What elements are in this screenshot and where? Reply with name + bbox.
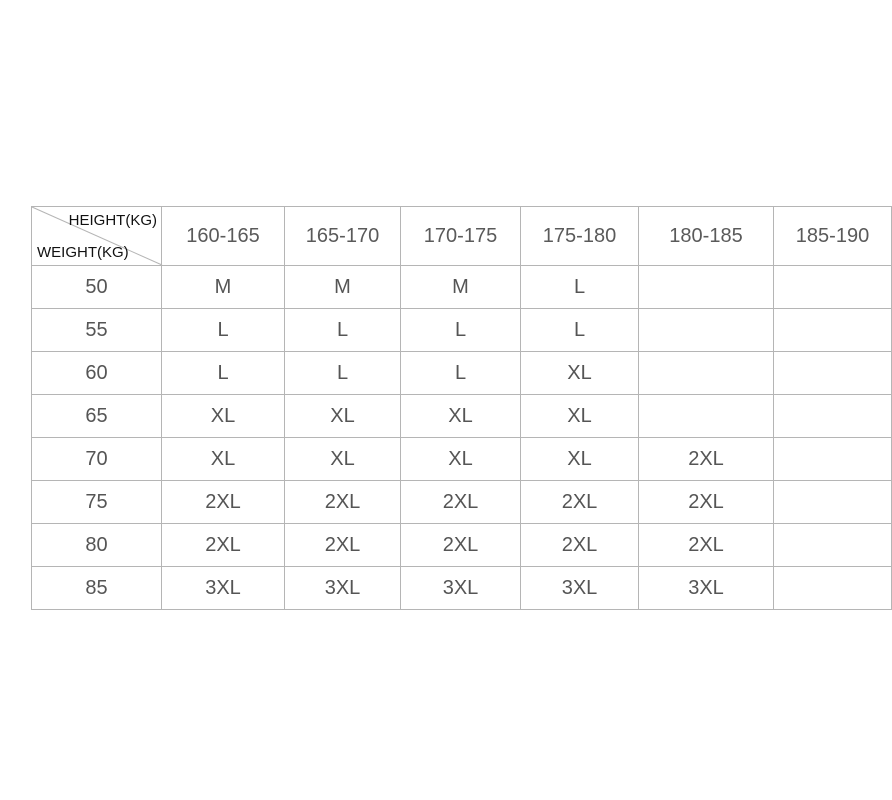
size-cell: 3XL xyxy=(162,567,285,610)
size-cell: M xyxy=(285,266,401,309)
size-cell: XL xyxy=(521,352,639,395)
size-cell: 3XL xyxy=(639,567,774,610)
size-cell: L xyxy=(285,309,401,352)
table-row xyxy=(32,481,892,524)
table-row xyxy=(32,567,892,610)
size-cell: XL xyxy=(285,438,401,481)
weight-axis-label: WEIGHT(KG) xyxy=(37,244,129,261)
size-cell: M xyxy=(401,266,521,309)
weight-cell: 75 xyxy=(32,481,162,524)
size-cell: 2XL xyxy=(285,524,401,567)
size-cell: XL xyxy=(162,395,285,438)
size-cell: 2XL xyxy=(639,524,774,567)
weight-cell: 65 xyxy=(32,395,162,438)
weight-cell: 50 xyxy=(32,266,162,309)
table-row xyxy=(32,266,892,309)
column-header: 165-170 xyxy=(285,207,401,266)
size-cell xyxy=(639,395,774,438)
size-cell: XL xyxy=(162,438,285,481)
column-header: 185-190 xyxy=(774,207,892,266)
height-axis-label: HEIGHT(KG) xyxy=(68,212,157,229)
size-cell: 2XL xyxy=(521,524,639,567)
size-cell: 3XL xyxy=(285,567,401,610)
size-cell: 3XL xyxy=(521,567,639,610)
size-cell: 2XL xyxy=(639,438,774,481)
size-cell: XL xyxy=(521,395,639,438)
weight-cell: 85 xyxy=(32,567,162,610)
size-cell: 2XL xyxy=(401,524,521,567)
size-cell: L xyxy=(521,266,639,309)
size-cell: XL xyxy=(285,395,401,438)
size-cell: L xyxy=(401,352,521,395)
size-cell: L xyxy=(285,352,401,395)
column-header: 170-175 xyxy=(401,207,521,266)
size-cell: L xyxy=(521,309,639,352)
size-cell: XL xyxy=(521,438,639,481)
size-cell xyxy=(774,438,892,481)
size-cell: 2XL xyxy=(162,481,285,524)
size-cell: XL xyxy=(401,395,521,438)
weight-cell: 80 xyxy=(32,524,162,567)
size-cell: 3XL xyxy=(401,567,521,610)
table-row xyxy=(32,309,892,352)
size-cell: 2XL xyxy=(401,481,521,524)
size-cell xyxy=(774,567,892,610)
size-cell xyxy=(639,266,774,309)
table-row xyxy=(32,524,892,567)
size-cell: L xyxy=(401,309,521,352)
size-cell xyxy=(774,266,892,309)
column-header: 180-185 xyxy=(639,207,774,266)
table-row xyxy=(32,438,892,481)
size-cell: L xyxy=(162,309,285,352)
corner-header-cell xyxy=(32,207,162,266)
size-cell: M xyxy=(162,266,285,309)
size-cell: 2XL xyxy=(521,481,639,524)
size-cell xyxy=(639,309,774,352)
weight-cell: 70 xyxy=(32,438,162,481)
header-row xyxy=(32,207,892,266)
size-cell xyxy=(774,395,892,438)
size-cell: 2XL xyxy=(162,524,285,567)
table-row xyxy=(32,395,892,438)
weight-cell: 60 xyxy=(32,352,162,395)
size-cell xyxy=(639,352,774,395)
size-cell xyxy=(774,309,892,352)
weight-cell: 55 xyxy=(32,309,162,352)
size-cell: L xyxy=(162,352,285,395)
size-table xyxy=(31,206,892,610)
table-row xyxy=(32,352,892,395)
size-chart xyxy=(31,206,870,614)
column-header: 160-165 xyxy=(162,207,285,266)
size-cell xyxy=(774,352,892,395)
size-cell xyxy=(774,481,892,524)
size-cell: 2XL xyxy=(639,481,774,524)
size-cell xyxy=(774,524,892,567)
column-header: 175-180 xyxy=(521,207,639,266)
size-cell: 2XL xyxy=(285,481,401,524)
size-cell: XL xyxy=(401,438,521,481)
